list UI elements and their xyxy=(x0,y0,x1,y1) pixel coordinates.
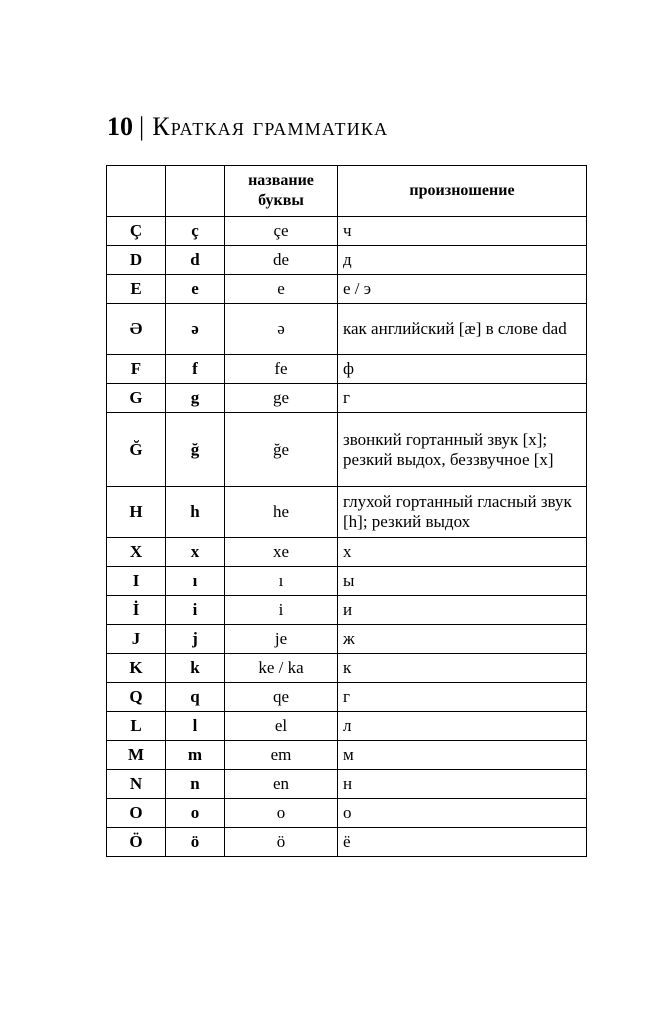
table-row xyxy=(107,217,587,246)
uppercase-letter-cell: J xyxy=(107,625,166,654)
table-row xyxy=(107,538,587,567)
table-row xyxy=(107,683,587,712)
uppercase-letter-cell: Ö xyxy=(107,828,166,857)
lowercase-letter-cell: n xyxy=(166,770,225,799)
letter-name-cell: xe xyxy=(225,538,338,567)
lowercase-letter-cell: q xyxy=(166,683,225,712)
uppercase-letter-cell: O xyxy=(107,799,166,828)
pronunciation-cell: к xyxy=(338,654,587,683)
letter-name-cell: e xyxy=(225,275,338,304)
pronunciation-cell: г xyxy=(338,384,587,413)
uppercase-letter-cell: F xyxy=(107,355,166,384)
letter-name-cell: ke / ka xyxy=(225,654,338,683)
letter-name-cell: ö xyxy=(225,828,338,857)
table-row xyxy=(107,487,587,538)
letter-name-cell: ge xyxy=(225,384,338,413)
lowercase-letter-cell: ç xyxy=(166,217,225,246)
letter-name-cell: je xyxy=(225,625,338,654)
letter-name-cell: ğe xyxy=(225,413,338,487)
pronunciation-cell: ы xyxy=(338,567,587,596)
pronunciation-cell: о xyxy=(338,799,587,828)
pronunciation-cell: и xyxy=(338,596,587,625)
pronunciation-cell: н xyxy=(338,770,587,799)
table-row xyxy=(107,384,587,413)
uppercase-letter-cell: L xyxy=(107,712,166,741)
table-row xyxy=(107,275,587,304)
table-row xyxy=(107,828,587,857)
pronunciation-cell: л xyxy=(338,712,587,741)
letter-name-cell: çe xyxy=(225,217,338,246)
letter-name-cell: el xyxy=(225,712,338,741)
table-row xyxy=(107,741,587,770)
pronunciation-cell: г xyxy=(338,683,587,712)
page-title: Краткая грамматика xyxy=(152,112,389,141)
pronunciation-cell: ф xyxy=(338,355,587,384)
pronunciation-cell: ч xyxy=(338,217,587,246)
table-row xyxy=(107,596,587,625)
uppercase-letter-cell: N xyxy=(107,770,166,799)
lowercase-letter-cell: ö xyxy=(166,828,225,857)
table-row xyxy=(107,304,587,355)
letter-name-cell: de xyxy=(225,246,338,275)
letter-name-cell: ə xyxy=(225,304,338,355)
uppercase-letter-cell: Ç xyxy=(107,217,166,246)
pronunciation-cell: как английский [æ] в слове dad xyxy=(338,304,587,355)
uppercase-letter-cell: Ğ xyxy=(107,413,166,487)
lowercase-letter-cell: l xyxy=(166,712,225,741)
uppercase-letter-cell: G xyxy=(107,384,166,413)
lowercase-letter-cell: m xyxy=(166,741,225,770)
lowercase-letter-cell: x xyxy=(166,538,225,567)
lowercase-letter-cell: o xyxy=(166,799,225,828)
column-header-lowercase xyxy=(166,166,225,217)
letter-name-cell: en xyxy=(225,770,338,799)
lowercase-letter-cell: d xyxy=(166,246,225,275)
pronunciation-cell: д xyxy=(338,246,587,275)
table-row xyxy=(107,413,587,487)
uppercase-letter-cell: Q xyxy=(107,683,166,712)
lowercase-letter-cell: j xyxy=(166,625,225,654)
pronunciation-cell: ж xyxy=(338,625,587,654)
uppercase-letter-cell: I xyxy=(107,567,166,596)
table-row xyxy=(107,654,587,683)
uppercase-letter-cell: İ xyxy=(107,596,166,625)
lowercase-letter-cell: ə xyxy=(166,304,225,355)
pronunciation-cell: ё xyxy=(338,828,587,857)
uppercase-letter-cell: Ə xyxy=(107,304,166,355)
letter-name-cell: qe xyxy=(225,683,338,712)
letter-name-cell: fe xyxy=(225,355,338,384)
lowercase-letter-cell: e xyxy=(166,275,225,304)
table-row xyxy=(107,246,587,275)
lowercase-letter-cell: ı xyxy=(166,567,225,596)
pronunciation-cell: х xyxy=(338,538,587,567)
header-separator: | xyxy=(139,112,145,141)
column-header-pronunciation: произношение xyxy=(338,166,587,217)
letter-name-cell: o xyxy=(225,799,338,828)
table-row xyxy=(107,712,587,741)
table-row xyxy=(107,770,587,799)
letter-name-cell: em xyxy=(225,741,338,770)
table-row xyxy=(107,355,587,384)
pronunciation-cell: е / э xyxy=(338,275,587,304)
table-row xyxy=(107,625,587,654)
pronunciation-cell: м xyxy=(338,741,587,770)
letter-name-cell: i xyxy=(225,596,338,625)
uppercase-letter-cell: M xyxy=(107,741,166,770)
uppercase-letter-cell: K xyxy=(107,654,166,683)
uppercase-letter-cell: X xyxy=(107,538,166,567)
letter-name-cell: ı xyxy=(225,567,338,596)
pronunciation-cell: глухой гортанный гласный звук [h]; резкий выдох xyxy=(338,487,587,538)
letter-name-cell: he xyxy=(225,487,338,538)
lowercase-letter-cell: f xyxy=(166,355,225,384)
uppercase-letter-cell: E xyxy=(107,275,166,304)
lowercase-letter-cell: k xyxy=(166,654,225,683)
table-header-row xyxy=(107,166,587,217)
lowercase-letter-cell: h xyxy=(166,487,225,538)
column-header-letter-name: название буквы xyxy=(225,166,338,217)
pronunciation-cell: звонкий гортанный звук [х]; резкий выдох, беззвучное [х] xyxy=(338,413,587,487)
table-row xyxy=(107,799,587,828)
table-row xyxy=(107,567,587,596)
uppercase-letter-cell: D xyxy=(107,246,166,275)
uppercase-letter-cell: H xyxy=(107,487,166,538)
alphabet-table xyxy=(106,165,587,857)
page-number: 10 xyxy=(107,112,133,141)
page-header xyxy=(107,111,388,143)
column-header-uppercase xyxy=(107,166,166,217)
lowercase-letter-cell: ğ xyxy=(166,413,225,487)
lowercase-letter-cell: i xyxy=(166,596,225,625)
lowercase-letter-cell: g xyxy=(166,384,225,413)
